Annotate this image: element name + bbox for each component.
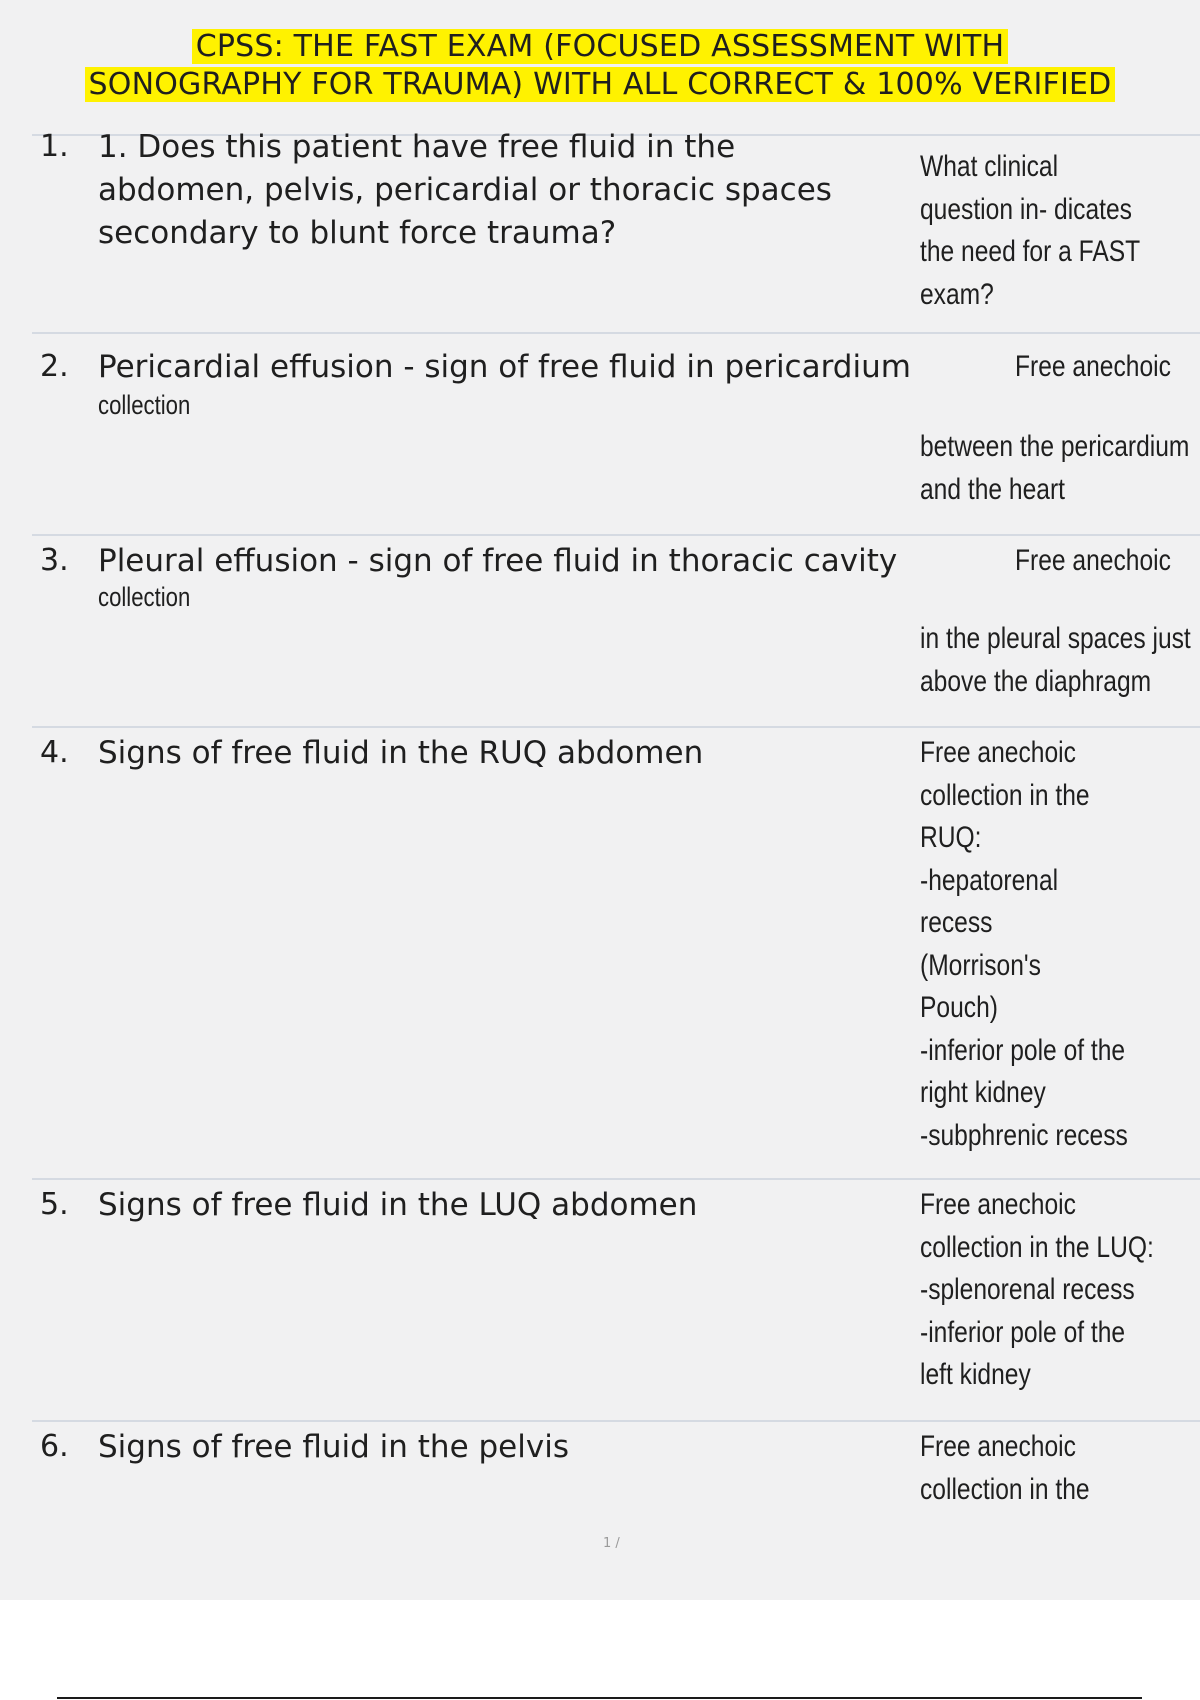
page-number: 1 / xyxy=(603,1536,620,1551)
card-term-continuation: collection xyxy=(98,582,191,612)
card-term: Signs of free fluid in the LUQ abdomen xyxy=(98,1187,698,1223)
divider xyxy=(32,1420,1200,1422)
card-number: 3. xyxy=(40,543,69,578)
footer-rule xyxy=(57,1697,1142,1699)
card-definition: between the pericardium and the heart xyxy=(920,430,1190,506)
divider xyxy=(32,726,1200,728)
title-line-1: CPSS: THE FAST EXAM (FOCUSED ASSESSMENT WITH xyxy=(192,29,1009,64)
card-term: Signs of free fluid in the RUQ abdomen xyxy=(98,735,704,771)
card-definition-inline: Free anechoic xyxy=(1015,544,1171,577)
card-term: Signs of free fluid in the pelvis xyxy=(98,1429,569,1465)
card-number: 1. xyxy=(40,129,69,164)
card-term-continuation: collection xyxy=(98,390,191,420)
title-line-2: SONOGRAPHY FOR TRAUMA) WITH ALL CORRECT & 100% VERIFIED xyxy=(85,67,1116,102)
divider xyxy=(32,534,1200,536)
card-number: 2. xyxy=(40,349,69,384)
card-definition-inline: Free anechoic xyxy=(1015,350,1171,383)
card-number: 4. xyxy=(40,735,69,770)
card-definition: Free anechoic collection in the RUQ: -hepatorenal recess (Morrison's Pouch) -inferior pole of the right kidney -subphrenic recess xyxy=(920,736,1128,1152)
card-definition: Free anechoic collection in the xyxy=(920,1430,1090,1506)
divider xyxy=(32,1178,1200,1180)
card-term: Pleural effusion - sign of free fluid in thoracic cavity xyxy=(98,543,898,579)
card-definition: Free anechoic collection in the LUQ: -splenorenal recess -inferior pole of the left kidney xyxy=(920,1188,1154,1391)
card-term: Pericardial effusion - sign of free fluid in pericardium xyxy=(98,349,911,385)
card-definition: What clinical question in- dicates the need for a FAST exam? xyxy=(920,150,1141,311)
card-number: 5. xyxy=(40,1187,69,1222)
divider xyxy=(32,332,1200,334)
card-number: 6. xyxy=(40,1429,69,1464)
document-title xyxy=(0,28,1200,104)
card-term: 1. Does this patient have free fluid in the abdomen, pelvis, pericardial or thoracic spaces secondary to blunt force trauma? xyxy=(98,129,832,251)
card-definition: in the pleural spaces just above the diaphragm xyxy=(920,622,1191,698)
